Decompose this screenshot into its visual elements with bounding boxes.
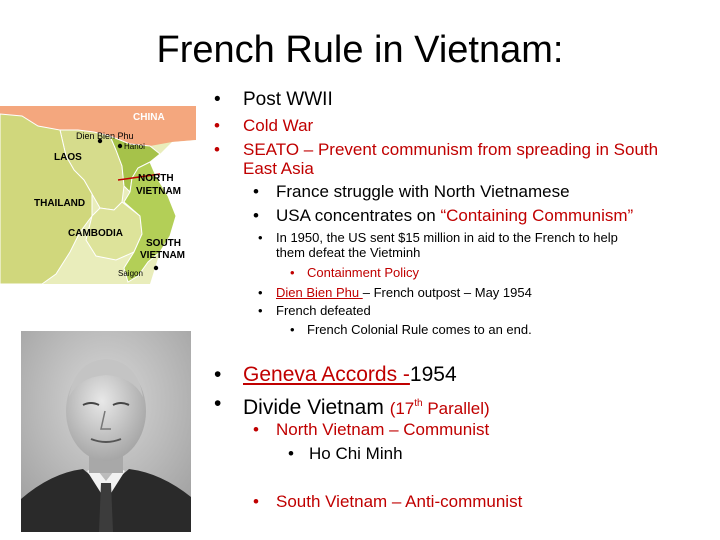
map-label-laos: LAOS <box>54 152 82 163</box>
divide-main: Divide Vietnam <box>243 396 390 419</box>
item-colonial-rule-ends: French Colonial Rule comes to an end. <box>307 322 532 337</box>
map-label-cambodia: CAMBODIA <box>68 228 123 239</box>
map-label-dien-bien-phu: Dien Bien Phu <box>76 131 134 141</box>
map-label-china: CHINA <box>133 112 165 123</box>
map-label-south-vietnam-2: VIETNAM <box>140 250 185 261</box>
bullet: • <box>214 89 221 110</box>
divide-paren-a: (17 <box>389 399 415 418</box>
map-label-south-vietnam-1: SOUTH <box>146 238 181 249</box>
bullet: • <box>214 140 220 159</box>
item-south-vietnam: South Vietnam – Anti-communist <box>276 492 523 511</box>
map-label-saigon: Saigon <box>118 269 143 278</box>
bullet: • <box>253 182 259 201</box>
bullet: • <box>253 206 259 225</box>
item-us-aid-line-1: In 1950, the US sent $15 million in aid to the French to help <box>276 230 618 245</box>
usa-quote: “Containing Communism” <box>440 206 634 225</box>
item-dien-bien-phu <box>276 285 532 301</box>
bullet: • <box>258 285 263 300</box>
seato-text: – Prevent communism from spreading in South <box>299 140 659 159</box>
bullet: • <box>214 116 220 135</box>
item-post-wwii: Post WWII <box>243 89 333 110</box>
item-french-defeated: French defeated <box>276 303 371 318</box>
map-label-north-vietnam-1: NORTH <box>138 173 174 184</box>
bullet: • <box>258 230 263 245</box>
item-france-struggle: France struggle with North Vietnamese <box>276 182 570 201</box>
item-cold-war: Cold War <box>243 116 314 135</box>
item-geneva-accords <box>243 362 457 388</box>
item-ho-chi-minh: Ho Chi Minh <box>309 444 403 463</box>
slide-title: French Rule in Vietnam: <box>156 29 564 71</box>
usa-prefix: USA concentrates on <box>276 206 441 225</box>
bullet: • <box>290 265 295 280</box>
geneva-year: 1954 <box>409 363 457 386</box>
bullet: • <box>253 492 259 511</box>
bullet: • <box>214 363 222 386</box>
map-label-thailand: THAILAND <box>34 198 86 209</box>
item-seato-line-2: East Asia <box>243 159 314 178</box>
bullet: • <box>258 303 263 318</box>
dien-bien-phu-text: – French outpost – May 1954 <box>362 285 532 300</box>
item-north-vietnam: North Vietnam – Communist <box>276 420 490 439</box>
divide-paren-b: Parallel) <box>422 399 490 418</box>
indochina-map <box>0 106 196 284</box>
item-containment-policy: Containment Policy <box>307 265 419 280</box>
bullet: • <box>253 420 259 439</box>
bullet: • <box>290 322 295 337</box>
divide-sup: th <box>414 398 423 409</box>
map-label-north-vietnam-2: VIETNAM <box>136 186 181 197</box>
item-divide-vietnam <box>243 391 490 422</box>
geneva-accords-link[interactable]: Geneva Accords - <box>243 363 410 386</box>
map-label-hanoi: Hanoi <box>124 142 145 151</box>
item-usa-containing <box>276 205 633 227</box>
portrait-photo <box>21 331 191 532</box>
item-us-aid-line-2: them defeat the Vietminh <box>276 245 421 260</box>
bullet: • <box>288 444 294 463</box>
dien-bien-phu-link[interactable]: Dien Bien Phu <box>276 285 363 300</box>
seato-label: SEATO <box>243 140 300 159</box>
bullet: • <box>214 392 222 415</box>
